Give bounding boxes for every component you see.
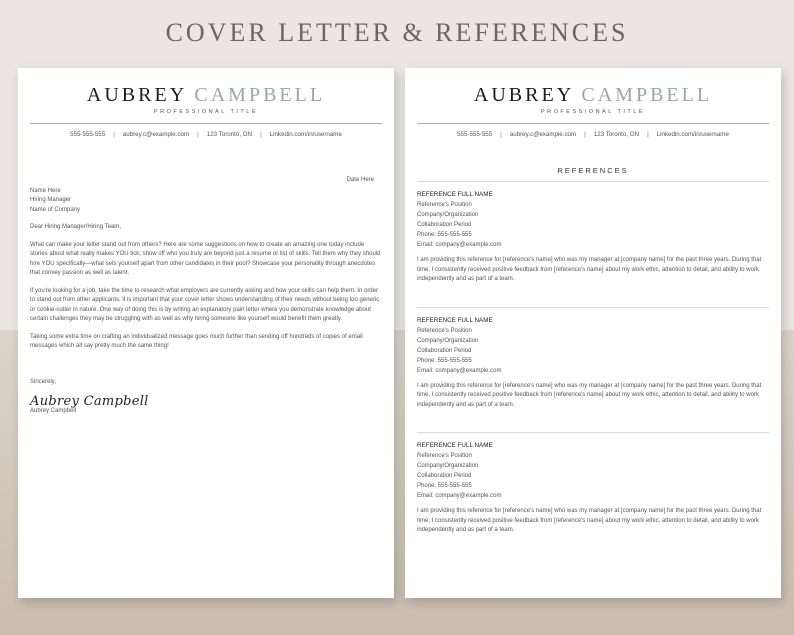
reference-company: Company/Organization bbox=[417, 463, 479, 469]
reference-period: Collaboration Period bbox=[417, 222, 472, 228]
letter-body bbox=[30, 176, 382, 416]
contact-phone: 555-555-555 bbox=[70, 131, 106, 138]
recipient-block bbox=[30, 187, 382, 216]
contact-email: aubrey.c@example.com bbox=[509, 131, 577, 138]
cover-letter-page bbox=[18, 68, 394, 598]
reference-company: Company/Organization bbox=[417, 337, 479, 344]
reference-company: Company/Organization bbox=[417, 212, 479, 218]
reference-email: Email: company@example.com bbox=[417, 367, 502, 374]
banner-title: COVER LETTER & REFERENCES bbox=[165, 18, 629, 47]
contact-location: 123 Toronto, ON bbox=[206, 131, 253, 138]
recipient-line: Name of Company bbox=[30, 206, 81, 213]
closing: Sincerely, bbox=[30, 378, 56, 385]
reference-position: Reference's Position bbox=[417, 202, 472, 208]
last-name: CAMPBELL bbox=[581, 84, 713, 106]
signer-name: Aubrey Campbell bbox=[30, 407, 77, 414]
reference-period: Collaboration Period bbox=[417, 473, 472, 479]
contact-separator: | bbox=[197, 131, 199, 138]
contact-phone: 555-555-555 bbox=[457, 131, 493, 138]
handwritten-signature: Aubrey Campbell bbox=[30, 394, 149, 409]
reference-name: REFERENCE FULL NAME bbox=[417, 442, 493, 449]
salutation: Dear Hiring Manager/Hiring Team, bbox=[30, 224, 121, 230]
reference-name: REFERENCE FULL NAME bbox=[417, 316, 493, 324]
contact-separator: | bbox=[500, 131, 502, 138]
reference-phone: Phone: 555-555-555 bbox=[417, 357, 472, 364]
professional-title: PROFESSIONAL TITLE bbox=[154, 109, 258, 115]
references-divider bbox=[417, 181, 769, 182]
reference-email: Email: company@example.com bbox=[417, 493, 502, 499]
reference-entry bbox=[417, 316, 769, 411]
contact-separator: | bbox=[647, 131, 649, 138]
last-name: CAMPBELL bbox=[194, 84, 326, 106]
reference-position: Reference's Position bbox=[417, 453, 472, 459]
professional-title: PROFESSIONAL TITLE bbox=[541, 109, 645, 115]
contact-email: aubrey.c@example.com bbox=[122, 131, 190, 138]
letter-date: Date Here bbox=[346, 177, 374, 183]
reference-name: REFERENCE FULL NAME bbox=[417, 191, 493, 198]
reference-phone: Phone: 555-555-555 bbox=[417, 483, 472, 489]
contact-separator: | bbox=[113, 131, 115, 138]
recipient-line: Name Here bbox=[30, 187, 61, 194]
header-name bbox=[30, 83, 382, 107]
references-page bbox=[405, 68, 781, 598]
letter-paragraph: Taking some extra time on crafting an individualized message goes much further than sending off hundreds of copies of email messages which all say pretty much the same thing! bbox=[30, 333, 363, 349]
letter-paragraph: What can make your letter stand out from others? Here are some suggestions on how to create an amazing one today include stories about what really makes YOU tick; show off who you truly are beyond just a resume or list of skills. Tell them why they should hire YOU specifically—what sets yourself apart from other candidates in their pool? Showcase your personality through anecdotes that convey passion as well as talent. bbox=[30, 241, 381, 276]
contact-linkedin: Linkedin.com/in/username bbox=[656, 131, 729, 138]
reference-divider bbox=[417, 432, 769, 433]
header-name bbox=[417, 83, 769, 107]
recipient-line: Hiring Manager bbox=[30, 197, 72, 203]
contact-bar bbox=[417, 131, 769, 138]
reference-email: Email: company@example.com bbox=[417, 242, 502, 248]
reference-statement: I am providing this reference for [reference's name] who was my manager at [company name] for the past three years. During that time, I consistently received positive feedback from [reference's name] about my work ethic, attention to detail, and ability to work independently and as part of a team. bbox=[417, 257, 762, 282]
contact-linkedin: Linkedin.com/in/username bbox=[269, 131, 342, 138]
reference-entry bbox=[417, 190, 769, 285]
contact-separator: | bbox=[584, 131, 586, 138]
reference-statement: I am providing this reference for [reference's name] who was my manager at [company name] for the past three years. During that time, I consistently received positive feedback from [reference's name] about my work ethic, attention to detail, and ability to work independently and as part of a team. bbox=[417, 508, 762, 533]
first-name: AUBREY bbox=[86, 84, 187, 106]
reference-position: Reference's Position bbox=[417, 327, 472, 334]
reference-entry bbox=[417, 441, 769, 536]
letter-paragraph: If you're looking for a job, take the time to research what employers are currently asking and how your skills can help them. In order to stand out from other applicants, it is important that your cover letter shows understanding of their needs without being too generic or cookie-cutter in nature. One way of doing this is by writing an explanatory pain letter where you demonstrate knowledge about certain challenges they may be struggling with as well as why hiring someone like yourself would benefit them greatly. bbox=[30, 287, 380, 322]
contact-location: 123 Toronto, ON bbox=[593, 131, 640, 138]
reference-period: Collaboration Period bbox=[417, 347, 472, 354]
header-divider bbox=[30, 123, 382, 124]
reference-divider bbox=[417, 307, 769, 308]
contact-bar bbox=[30, 131, 382, 138]
reference-statement: I am providing this reference for [reference's name] who was my manager at [company name] for the past three years. During that time, I consistently received positive feedback from [reference's name] about my work ethic, attention to detail, and ability to work independently and as part of a team. bbox=[417, 382, 762, 408]
reference-phone: Phone: 555-555-555 bbox=[417, 232, 472, 238]
references-heading: REFERENCES bbox=[557, 166, 629, 175]
header-divider bbox=[417, 123, 769, 124]
first-name: AUBREY bbox=[473, 84, 574, 106]
contact-separator: | bbox=[260, 131, 262, 138]
